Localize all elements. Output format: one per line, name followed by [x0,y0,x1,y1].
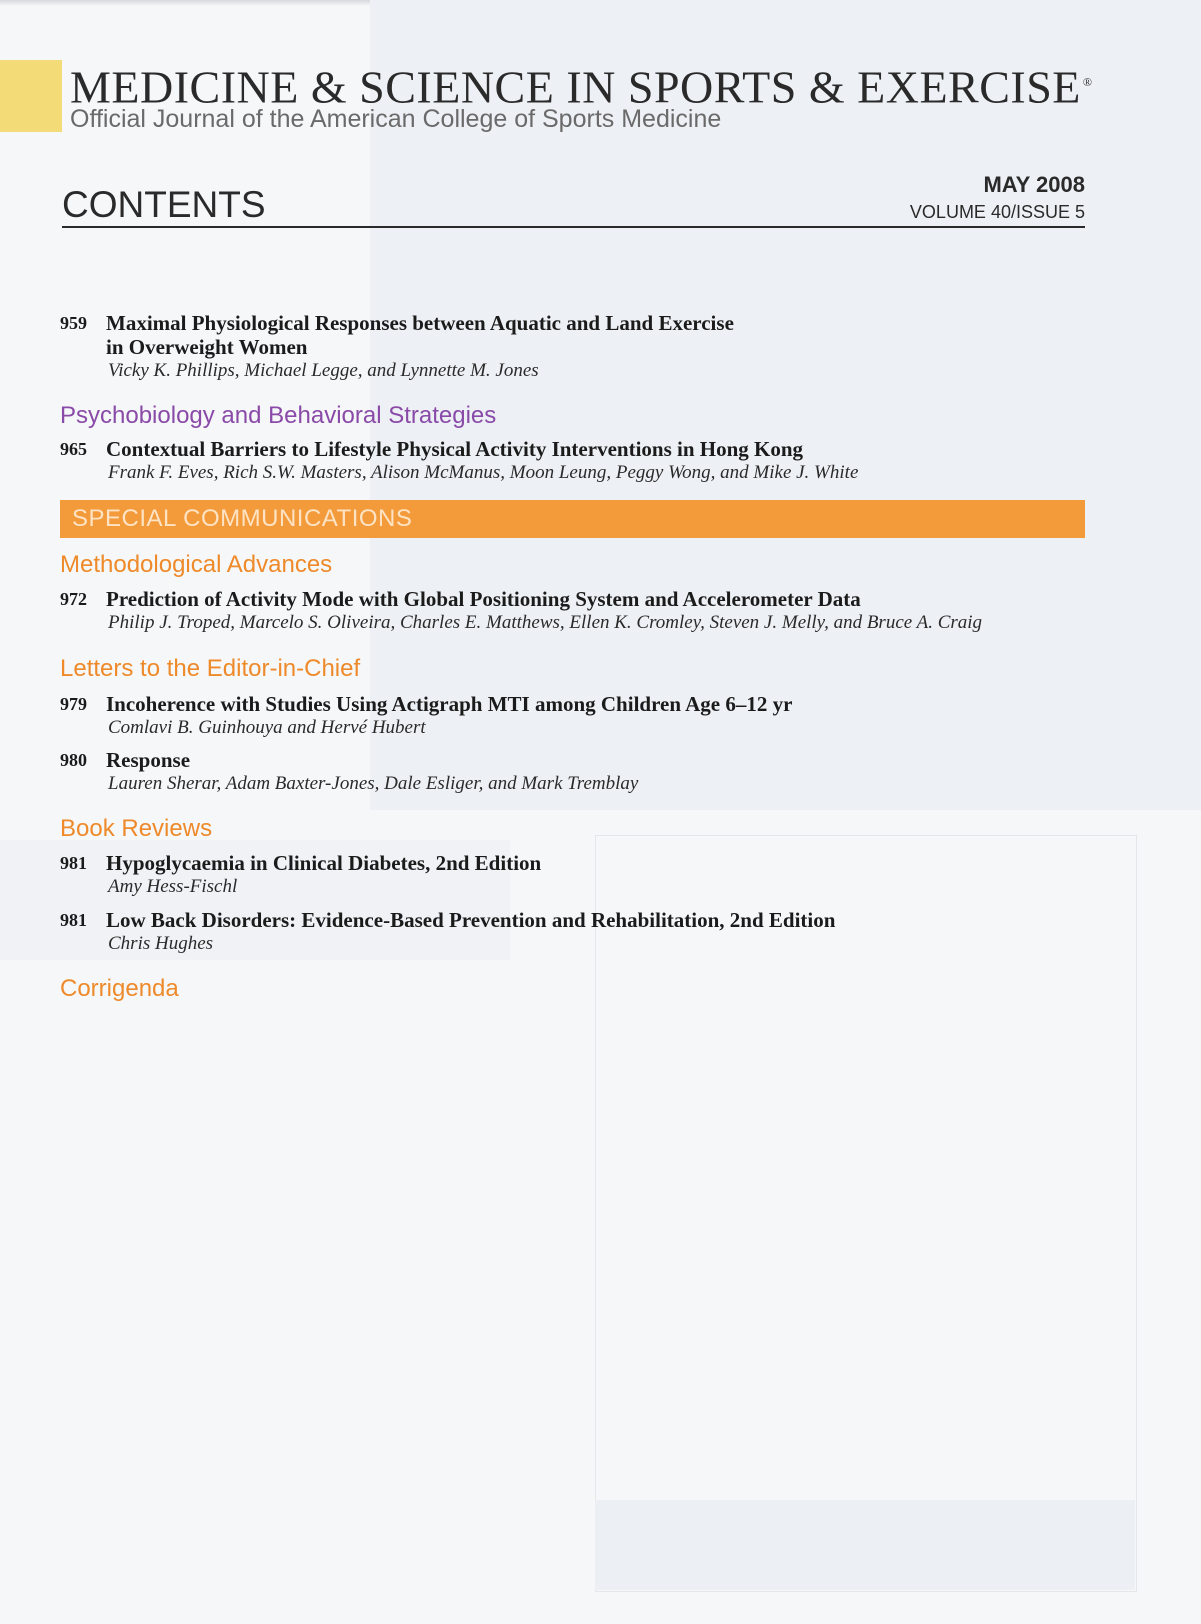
article-title: Incoherence with Studies Using Actigraph MTI among Children Age 6–12 yr [106,692,793,716]
issue-volume: VOLUME 40/ISSUE 5 [909,202,1085,222]
section-heading-letters: Letters to the Editor-in-Chief [60,655,361,682]
article-authors: Lauren Sherar, Adam Baxter-Jones, Dale Esliger, and Mark Tremblay [108,773,639,794]
header-rule [62,226,1085,228]
toc-entry[interactable] [60,692,1100,740]
section-heading-psychobiology: Psychobiology and Behavioral Strategies [60,402,497,429]
toc-entry[interactable] [60,851,1100,899]
toc-entry[interactable] [60,748,1100,796]
page-number: 959 [60,313,87,333]
article-title: Low Back Disorders: Evidence-Based Prevention and Rehabilitation, 2nd Edition [106,908,836,932]
article-title-line: Maximal Physiological Responses between Aquatic and Land Exercise [106,311,734,335]
article-title: Contextual Barriers to Lifestyle Physical Activity Interventions in Hong Kong [106,437,804,461]
special-communications-bar: SPECIAL COMMUNICATIONS [60,500,1085,538]
toc-entry[interactable] [60,311,1100,383]
article-authors: Chris Hughes [108,933,214,954]
journal-subtitle: Official Journal of the American College of Sports Medicine [70,105,722,133]
article-authors: Vicky K. Phillips, Michael Legge, and Lynnette M. Jones [108,360,539,381]
issue-date: MAY 2008 [983,172,1085,197]
toc-entry[interactable] [60,437,1100,485]
article-title [106,311,1100,359]
article-authors: Amy Hess-Fischl [108,876,238,897]
section-heading-methodological: Methodological Advances [60,551,333,578]
journal-title-text: MEDICINE & SCIENCE IN SPORTS & EXERCISE [70,61,1081,113]
page-number: 979 [60,694,87,714]
page-number: 980 [60,750,87,770]
toc-entry[interactable] [60,908,1100,956]
section-heading-book-reviews: Book Reviews [60,815,213,842]
article-authors: Frank F. Eves, Rich S.W. Masters, Alison McManus, Moon Leung, Peggy Wong, and Mike J. White [108,462,859,483]
page-number: 981 [60,910,87,930]
article-title: Hypoglycaemia in Clinical Diabetes, 2nd Edition [106,851,542,875]
page-number: 981 [60,853,87,873]
page-number: 965 [60,439,87,459]
article-authors: Philip J. Troped, Marcelo S. Oliveira, Charles E. Matthews, Ellen K. Cromley, Steven J. Melly, and Bruce A. Craig [108,612,983,633]
article-title: Prediction of Activity Mode with Global Positioning System and Accelerometer Data [106,587,861,611]
background-ad-bar [595,1500,1135,1590]
contents-heading: CONTENTS [62,184,266,225]
toc-entry[interactable] [60,587,1100,635]
yellow-tab-marker [0,60,62,132]
article-authors: Comlavi B. Guinhouya and Hervé Hubert [108,717,426,738]
article-title-line: in Overweight Women [106,335,308,359]
article-title: Response [106,748,191,772]
section-heading-corrigenda[interactable]: Corrigenda [60,975,179,1002]
registered-mark: ® [1082,75,1093,89]
page-number: 972 [60,589,87,609]
